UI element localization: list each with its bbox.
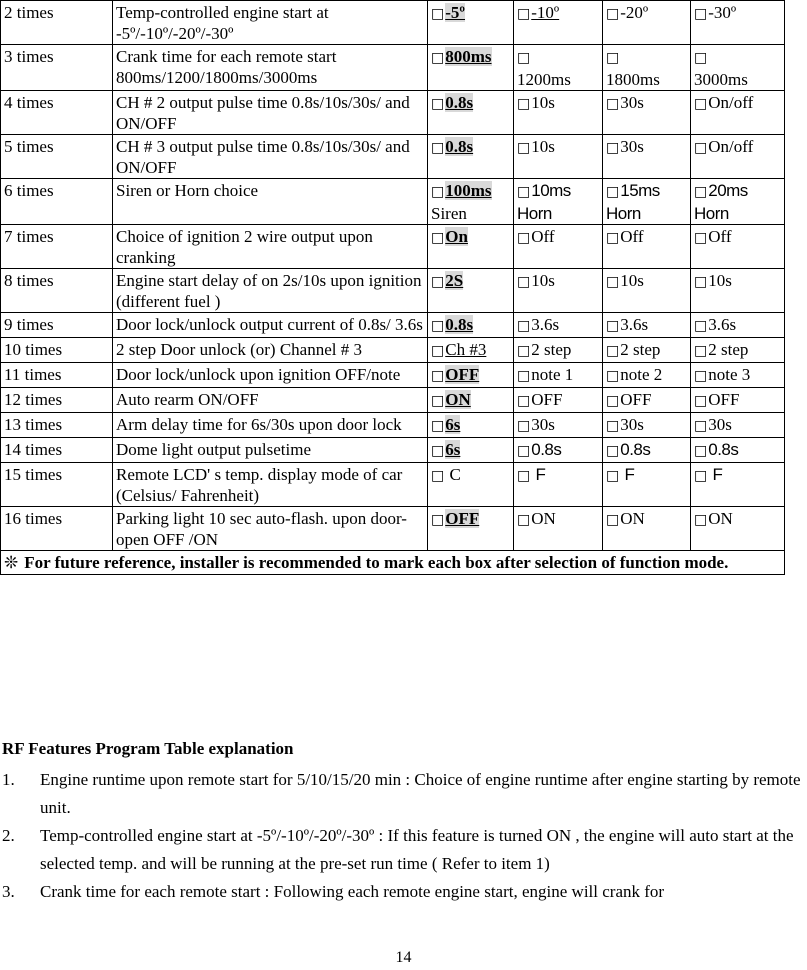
option-label: 10s bbox=[620, 271, 644, 290]
option-cell bbox=[603, 507, 691, 551]
option-cell bbox=[691, 313, 785, 338]
checkbox-icon[interactable]: □ bbox=[431, 50, 445, 66]
default-option-label: 2S bbox=[445, 271, 464, 290]
checkbox-icon[interactable]: □ bbox=[606, 393, 620, 409]
option-label: -30º bbox=[708, 3, 737, 22]
option-label: 1200ms bbox=[517, 70, 571, 89]
option-label: 0.8s bbox=[531, 440, 562, 459]
checkbox-icon[interactable]: □ bbox=[694, 274, 708, 290]
option-label: Ch #3 bbox=[445, 340, 487, 359]
option-label: 10ms bbox=[531, 181, 571, 200]
row-times: 15 times bbox=[1, 463, 113, 507]
row-description: Remote LCD' s temp. display mode of car (Celsius/ Fahrenheit) bbox=[113, 463, 428, 507]
option-cell bbox=[514, 363, 603, 388]
row-description: 2 step Door unlock (or) Channel # 3 bbox=[113, 338, 428, 363]
option-label: 30s bbox=[620, 137, 644, 156]
table-row bbox=[1, 179, 785, 225]
row-description: CH # 3 output pulse time 0.8s/10s/30s/ and ON/OFF bbox=[113, 135, 428, 179]
option-label: ON bbox=[708, 509, 733, 528]
checkbox-icon[interactable]: □ bbox=[431, 368, 445, 384]
option-label: 0.8s bbox=[708, 440, 739, 459]
table-row bbox=[1, 135, 785, 179]
option-cell bbox=[428, 91, 514, 135]
option-cell bbox=[691, 269, 785, 313]
option-cell bbox=[514, 1, 603, 45]
table-row bbox=[1, 313, 785, 338]
row-description: Door lock/unlock upon ignition OFF/note bbox=[113, 363, 428, 388]
explanation-number: 1. bbox=[2, 770, 15, 789]
checkbox-icon[interactable]: □ bbox=[517, 96, 531, 112]
checkbox-icon[interactable]: □ bbox=[517, 393, 531, 409]
option-label: 2 step bbox=[620, 340, 661, 359]
program-table-body bbox=[1, 1, 785, 575]
option-cell bbox=[603, 1, 691, 45]
option-cell bbox=[603, 313, 691, 338]
row-description: Arm delay time for 6s/30s upon door lock bbox=[113, 413, 428, 438]
default-option-label: 0.8s bbox=[445, 315, 474, 334]
checkbox-icon[interactable]: □ bbox=[517, 140, 531, 156]
row-description: Parking light 10 sec auto-flash. upon door-open OFF /ON bbox=[113, 507, 428, 551]
option-cell bbox=[428, 338, 514, 363]
option-label: OFF bbox=[708, 390, 740, 409]
option-label: OFF bbox=[620, 390, 652, 409]
option-cell bbox=[603, 438, 691, 463]
checkbox-icon[interactable]: □ bbox=[517, 343, 531, 359]
option-cell bbox=[514, 91, 603, 135]
option-cell bbox=[691, 463, 785, 507]
checkbox-icon[interactable]: □ bbox=[431, 230, 445, 246]
checkbox-icon[interactable]: □ bbox=[694, 512, 708, 528]
option-cell bbox=[428, 363, 514, 388]
option-label: 10s bbox=[708, 271, 732, 290]
option-cell bbox=[603, 135, 691, 179]
checkbox-icon[interactable]: □ bbox=[694, 96, 708, 112]
row-description: Choice of ignition 2 wire output upon cranking bbox=[113, 225, 428, 269]
row-times: 4 times bbox=[1, 91, 113, 135]
option-cell bbox=[428, 1, 514, 45]
option-sublabel: Horn bbox=[517, 204, 552, 223]
option-cell bbox=[514, 313, 603, 338]
option-cell bbox=[691, 45, 785, 91]
option-label: -20º bbox=[620, 3, 649, 22]
option-cell bbox=[428, 225, 514, 269]
row-description: Engine start delay of on 2s/10s upon ignition (different fuel ) bbox=[113, 269, 428, 313]
checkbox-icon[interactable]: □ bbox=[517, 50, 531, 66]
row-times: 10 times bbox=[1, 338, 113, 363]
checkbox-icon[interactable]: □ bbox=[431, 512, 445, 528]
checkbox-icon[interactable]: □ bbox=[694, 50, 708, 66]
checkbox-icon[interactable]: □ bbox=[694, 368, 708, 384]
option-label: Off bbox=[708, 227, 732, 246]
option-label: 2 step bbox=[708, 340, 749, 359]
default-option-label: OFF bbox=[445, 509, 480, 528]
table-row bbox=[1, 363, 785, 388]
explanation-list bbox=[0, 766, 807, 906]
checkbox-icon[interactable]: □ bbox=[431, 318, 445, 334]
row-description: Temp-controlled engine start at -5º/-10º/-20º/-30º bbox=[113, 1, 428, 45]
row-description: Siren or Horn choice bbox=[113, 179, 428, 225]
option-label: 3.6s bbox=[620, 315, 649, 334]
explanation-item bbox=[0, 766, 807, 822]
checkbox-icon[interactable]: □ bbox=[606, 230, 620, 246]
explanation-number: 3. bbox=[2, 882, 15, 901]
option-label: 15ms bbox=[620, 181, 660, 200]
asterism-icon: ❊ bbox=[4, 553, 19, 573]
option-cell bbox=[514, 438, 603, 463]
checkbox-icon[interactable]: □ bbox=[431, 274, 445, 290]
option-label: F bbox=[708, 465, 723, 484]
checkbox-icon[interactable]: □ bbox=[606, 512, 620, 528]
checkbox-icon[interactable]: □ bbox=[517, 318, 531, 334]
option-cell bbox=[514, 269, 603, 313]
row-description: Dome light output pulsetime bbox=[113, 438, 428, 463]
option-label: 3000ms bbox=[694, 70, 748, 89]
checkbox-icon[interactable]: □ bbox=[517, 468, 531, 484]
checkbox-icon[interactable]: □ bbox=[694, 6, 708, 22]
row-times: 7 times bbox=[1, 225, 113, 269]
explanation-number: 2. bbox=[2, 826, 15, 845]
option-label: C bbox=[445, 465, 461, 484]
option-label: Off bbox=[620, 227, 644, 246]
checkbox-icon[interactable]: □ bbox=[606, 443, 620, 459]
option-cell bbox=[603, 388, 691, 413]
checkbox-icon[interactable]: □ bbox=[606, 96, 620, 112]
option-label: ON bbox=[620, 509, 645, 528]
option-cell bbox=[691, 507, 785, 551]
checkbox-icon[interactable]: □ bbox=[517, 184, 531, 200]
row-times: 14 times bbox=[1, 438, 113, 463]
option-label: 3.6s bbox=[531, 315, 560, 334]
option-cell bbox=[603, 269, 691, 313]
option-cell bbox=[603, 338, 691, 363]
checkbox-icon[interactable]: □ bbox=[694, 230, 708, 246]
checkbox-icon[interactable]: □ bbox=[431, 343, 445, 359]
checkbox-icon[interactable]: □ bbox=[517, 6, 531, 22]
checkbox-icon[interactable]: □ bbox=[606, 468, 620, 484]
option-label: -10º bbox=[531, 3, 560, 22]
checkbox-icon[interactable]: □ bbox=[517, 418, 531, 434]
option-label: 20ms bbox=[708, 181, 748, 200]
row-description: Crank time for each remote start 800ms/1200/1800ms/3000ms bbox=[113, 45, 428, 91]
default-option-label: 0.8s bbox=[445, 93, 474, 112]
checkbox-icon[interactable]: □ bbox=[606, 140, 620, 156]
row-times: 13 times bbox=[1, 413, 113, 438]
option-cell bbox=[514, 507, 603, 551]
checkbox-icon[interactable]: □ bbox=[431, 393, 445, 409]
option-label: OFF bbox=[531, 390, 563, 409]
row-times: 12 times bbox=[1, 388, 113, 413]
table-row bbox=[1, 463, 785, 507]
checkbox-icon[interactable]: □ bbox=[694, 468, 708, 484]
option-label: On/off bbox=[708, 137, 754, 156]
option-cell bbox=[691, 135, 785, 179]
option-cell bbox=[428, 438, 514, 463]
default-option-label: OFF bbox=[445, 365, 480, 384]
default-option-label: 0.8s bbox=[445, 137, 474, 156]
option-cell bbox=[603, 463, 691, 507]
table-row bbox=[1, 388, 785, 413]
checkbox-icon[interactable]: □ bbox=[431, 6, 445, 22]
checkbox-icon[interactable]: □ bbox=[517, 368, 531, 384]
table-row bbox=[1, 338, 785, 363]
page-number: 14 bbox=[395, 949, 412, 966]
option-label: Off bbox=[531, 227, 555, 246]
row-times: 16 times bbox=[1, 507, 113, 551]
option-cell bbox=[603, 91, 691, 135]
default-option-label: 6s bbox=[445, 440, 461, 459]
checkbox-icon[interactable]: □ bbox=[694, 184, 708, 200]
option-cell bbox=[428, 507, 514, 551]
checkbox-icon[interactable]: □ bbox=[431, 443, 445, 459]
table-row bbox=[1, 438, 785, 463]
option-label: F bbox=[620, 465, 635, 484]
option-cell bbox=[603, 363, 691, 388]
default-option-label: 100ms bbox=[445, 181, 492, 200]
row-description: Door lock/unlock output current of 0.8s/ 3.6s bbox=[113, 313, 428, 338]
option-label: 10s bbox=[531, 137, 555, 156]
option-label: ON bbox=[531, 509, 556, 528]
note-row bbox=[1, 551, 785, 575]
installer-note bbox=[1, 551, 785, 575]
option-label: 30s bbox=[620, 415, 644, 434]
row-description: CH # 2 output pulse time 0.8s/10s/30s/ and ON/OFF bbox=[113, 91, 428, 135]
option-cell bbox=[603, 225, 691, 269]
table-row bbox=[1, 225, 785, 269]
checkbox-icon[interactable]: □ bbox=[606, 343, 620, 359]
checkbox-icon[interactable]: □ bbox=[606, 6, 620, 22]
option-label: note 3 bbox=[708, 365, 751, 384]
checkbox-icon[interactable]: □ bbox=[431, 140, 445, 156]
option-cell bbox=[514, 179, 603, 225]
checkbox-icon[interactable]: □ bbox=[606, 184, 620, 200]
option-cell bbox=[691, 179, 785, 225]
explanation-text: Temp-controlled engine start at -5º/-10º/-20º/-30º : If this feature is turned ON , the engine will auto start at the selected temp. and will be running at the pre-set run time ( Refer to item 1) bbox=[40, 826, 794, 873]
checkbox-icon[interactable]: □ bbox=[517, 512, 531, 528]
option-cell bbox=[514, 463, 603, 507]
option-label: 30s bbox=[531, 415, 555, 434]
option-cell bbox=[428, 135, 514, 179]
explanation-text: Crank time for each remote start : Following each remote engine start, engine will crank for bbox=[40, 882, 665, 901]
option-cell bbox=[691, 338, 785, 363]
option-sublabel: Siren bbox=[431, 204, 467, 223]
checkbox-icon[interactable]: □ bbox=[431, 184, 445, 200]
row-description: Auto rearm ON/OFF bbox=[113, 388, 428, 413]
table-row bbox=[1, 269, 785, 313]
checkbox-icon[interactable]: □ bbox=[606, 368, 620, 384]
checkbox-icon[interactable]: □ bbox=[694, 393, 708, 409]
option-cell bbox=[428, 45, 514, 91]
checkbox-icon[interactable]: □ bbox=[606, 318, 620, 334]
row-times: 5 times bbox=[1, 135, 113, 179]
option-cell bbox=[428, 179, 514, 225]
option-label: 10s bbox=[531, 93, 555, 112]
row-times: 11 times bbox=[1, 363, 113, 388]
option-label: 30s bbox=[708, 415, 732, 434]
option-cell bbox=[514, 135, 603, 179]
row-times: 3 times bbox=[1, 45, 113, 91]
row-times: 9 times bbox=[1, 313, 113, 338]
option-cell bbox=[691, 91, 785, 135]
option-label: 30s bbox=[620, 93, 644, 112]
table-row bbox=[1, 413, 785, 438]
option-label: note 1 bbox=[531, 365, 574, 384]
option-cell bbox=[603, 413, 691, 438]
explanation-text: Engine runtime upon remote start for 5/10/15/20 min : Choice of engine runtime after engine starting by remote unit. bbox=[40, 770, 801, 817]
installer-note-text: For future reference, installer is recommended to mark each box after selection of function mode. bbox=[24, 553, 729, 572]
default-option-label: -5º bbox=[445, 3, 466, 22]
option-label: 3.6s bbox=[708, 315, 737, 334]
checkbox-icon[interactable]: □ bbox=[431, 96, 445, 112]
checkbox-icon[interactable]: □ bbox=[694, 418, 708, 434]
option-cell bbox=[428, 463, 514, 507]
checkbox-icon[interactable]: □ bbox=[694, 318, 708, 334]
option-cell bbox=[691, 363, 785, 388]
checkbox-icon[interactable]: □ bbox=[517, 274, 531, 290]
explanation-item bbox=[0, 878, 807, 906]
default-option-label: 800ms bbox=[445, 47, 492, 66]
option-label: F bbox=[531, 465, 546, 484]
option-cell bbox=[691, 225, 785, 269]
checkbox-icon[interactable]: □ bbox=[606, 50, 620, 66]
option-cell bbox=[691, 1, 785, 45]
table-row bbox=[1, 507, 785, 551]
row-times: 8 times bbox=[1, 269, 113, 313]
option-cell bbox=[691, 438, 785, 463]
option-cell bbox=[428, 388, 514, 413]
table-row bbox=[1, 1, 785, 45]
checkbox-icon[interactable]: □ bbox=[517, 443, 531, 459]
option-cell bbox=[691, 413, 785, 438]
option-cell bbox=[514, 45, 603, 91]
option-label: On/off bbox=[708, 93, 754, 112]
option-cell bbox=[514, 338, 603, 363]
section-heading: RF Features Program Table explanation bbox=[2, 739, 294, 758]
default-option-label: On bbox=[445, 227, 468, 246]
option-label: 1800ms bbox=[606, 70, 660, 89]
option-label: 10s bbox=[531, 271, 555, 290]
option-cell bbox=[428, 313, 514, 338]
explanation-item bbox=[0, 822, 807, 878]
checkbox-icon[interactable]: □ bbox=[431, 468, 445, 484]
checkbox-icon[interactable]: □ bbox=[606, 274, 620, 290]
option-cell bbox=[428, 413, 514, 438]
option-cell bbox=[603, 45, 691, 91]
row-times: 6 times bbox=[1, 179, 113, 225]
option-sublabel: Horn bbox=[694, 204, 729, 223]
option-cell bbox=[514, 388, 603, 413]
option-cell bbox=[514, 225, 603, 269]
table-row bbox=[1, 91, 785, 135]
checkbox-icon[interactable]: □ bbox=[694, 443, 708, 459]
checkbox-icon[interactable]: □ bbox=[606, 418, 620, 434]
default-option-label: 6s bbox=[445, 415, 461, 434]
table-row bbox=[1, 45, 785, 91]
option-label: note 2 bbox=[620, 365, 663, 384]
checkbox-icon[interactable]: □ bbox=[694, 343, 708, 359]
option-cell bbox=[691, 388, 785, 413]
option-cell bbox=[603, 179, 691, 225]
option-label: 0.8s bbox=[620, 440, 651, 459]
option-sublabel: Horn bbox=[606, 204, 641, 223]
row-times: 2 times bbox=[1, 1, 113, 45]
checkbox-icon[interactable]: □ bbox=[431, 418, 445, 434]
checkbox-icon[interactable]: □ bbox=[694, 140, 708, 156]
option-cell bbox=[514, 413, 603, 438]
default-option-label: ON bbox=[445, 390, 471, 409]
checkbox-icon[interactable]: □ bbox=[517, 230, 531, 246]
option-label: 2 step bbox=[531, 340, 572, 359]
option-cell bbox=[428, 269, 514, 313]
